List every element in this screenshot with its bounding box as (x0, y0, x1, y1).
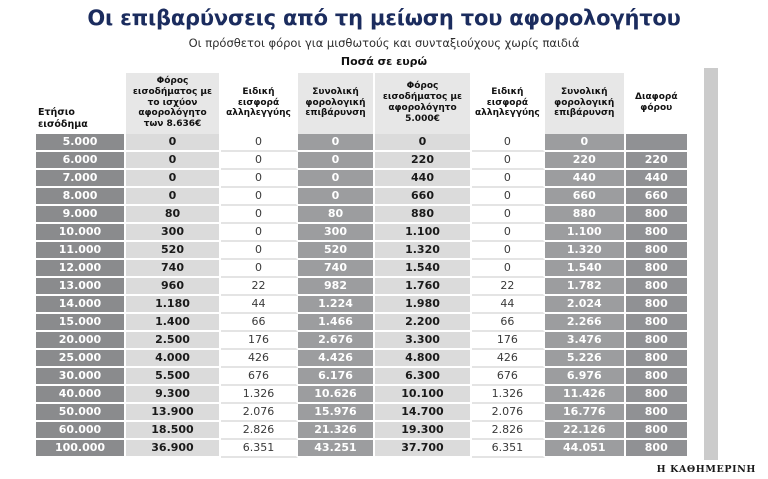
value-cell: 800 (626, 296, 689, 314)
value-cell: 0 (472, 134, 545, 152)
value-cell: 0 (221, 224, 298, 242)
value-cell: 4.800 (375, 350, 472, 368)
income-cell: 30.000 (36, 368, 126, 386)
table-row (36, 278, 689, 296)
value-cell: 660 (375, 188, 472, 206)
value-cell: 0 (472, 170, 545, 188)
value-cell: 6.351 (221, 440, 298, 458)
table-row (36, 350, 689, 368)
unit-note: Ποσά σε ευρώ (340, 55, 428, 68)
table-row (36, 332, 689, 350)
value-cell: 2.826 (472, 422, 545, 440)
value-cell: 80 (126, 206, 221, 224)
column-header-tax-new: Φόρος εισοδήματος με αφορολόγητο 5.000€ (375, 73, 472, 134)
income-cell: 11.000 (36, 242, 126, 260)
value-cell: 0 (221, 206, 298, 224)
table-row (36, 260, 689, 278)
value-cell: 36.900 (126, 440, 221, 458)
value-cell: 800 (626, 350, 689, 368)
value-cell: 6.976 (545, 368, 626, 386)
value-cell: 18.500 (126, 422, 221, 440)
value-cell: 0 (545, 134, 626, 152)
page-title: Οι επιβαρύνσεις από τη μείωση του αφορολογήτου (87, 6, 681, 30)
value-cell: 800 (626, 206, 689, 224)
value-cell: 0 (298, 188, 375, 206)
value-cell: 1.100 (545, 224, 626, 242)
value-cell: 6.300 (375, 368, 472, 386)
value-cell: 2.024 (545, 296, 626, 314)
value-cell: 1.100 (375, 224, 472, 242)
decorative-side-bar (704, 68, 718, 460)
value-cell: 0 (126, 134, 221, 152)
value-cell: 1.326 (472, 386, 545, 404)
income-cell: 7.000 (36, 170, 126, 188)
value-cell: 426 (472, 350, 545, 368)
value-cell: 0 (221, 134, 298, 152)
income-cell: 14.000 (36, 296, 126, 314)
value-cell: 0 (375, 134, 472, 152)
value-cell: 220 (626, 152, 689, 170)
table-row (36, 242, 689, 260)
value-cell: 43.251 (298, 440, 375, 458)
income-cell: 8.000 (36, 188, 126, 206)
value-cell: 80 (298, 206, 375, 224)
table-row (36, 422, 689, 440)
value-cell: 660 (626, 188, 689, 206)
value-cell: 21.326 (298, 422, 375, 440)
table-row (36, 152, 689, 170)
value-cell: 14.700 (375, 404, 472, 422)
value-cell: 176 (472, 332, 545, 350)
value-cell: 2.266 (545, 314, 626, 332)
value-cell: 1.326 (221, 386, 298, 404)
table-row (36, 206, 689, 224)
value-cell: 2.676 (298, 332, 375, 350)
value-cell: 3.300 (375, 332, 472, 350)
value-cell: 9.300 (126, 386, 221, 404)
table-row (36, 188, 689, 206)
column-header-tax-difference: Διαφορά φόρου (626, 73, 689, 134)
value-cell: 1.760 (375, 278, 472, 296)
source-logo: Η ΚΑΘΗΜΕΡΙΝΗ (656, 464, 756, 475)
income-cell: 15.000 (36, 314, 126, 332)
value-cell: 6.176 (298, 368, 375, 386)
value-cell: 1.540 (375, 260, 472, 278)
value-cell: 960 (126, 278, 221, 296)
value-cell: 440 (626, 170, 689, 188)
value-cell: 2.076 (472, 404, 545, 422)
value-cell: 1.980 (375, 296, 472, 314)
value-cell: 880 (375, 206, 472, 224)
value-cell: 10.100 (375, 386, 472, 404)
column-header-solidarity-2: Ειδική εισφορά αλληλεγγύης (472, 73, 545, 134)
value-cell: 3.476 (545, 332, 626, 350)
value-cell: 2.076 (221, 404, 298, 422)
value-cell: 176 (221, 332, 298, 350)
page-subtitle: Οι πρόσθετοι φόροι για μισθωτούς και συνταξιούχους χωρίς παιδιά (188, 36, 580, 50)
income-cell: 5.000 (36, 134, 126, 152)
value-cell: 676 (221, 368, 298, 386)
value-cell: 520 (126, 242, 221, 260)
value-cell: 0 (298, 134, 375, 152)
table-header (36, 73, 689, 134)
value-cell: 660 (545, 188, 626, 206)
value-cell: 0 (221, 188, 298, 206)
value-cell: 22 (472, 278, 545, 296)
income-cell: 25.000 (36, 350, 126, 368)
column-header-income: Ετήσιο εισόδημα (36, 73, 126, 134)
value-cell: 0 (472, 188, 545, 206)
value-cell: 44 (472, 296, 545, 314)
income-cell: 13.000 (36, 278, 126, 296)
value-cell: 676 (472, 368, 545, 386)
table-row (36, 134, 689, 152)
value-cell: 66 (472, 314, 545, 332)
value-cell: 6.351 (472, 440, 545, 458)
header-row (36, 73, 689, 134)
value-cell: 0 (221, 260, 298, 278)
tax-table (36, 73, 689, 458)
column-header-solidarity-1: Ειδική εισφορά αλληλεγγύης (221, 73, 298, 134)
table-row (36, 404, 689, 422)
column-header-total-current: Συνολική φορολογική επιβάρυνση (298, 73, 375, 134)
table-row (36, 386, 689, 404)
value-cell: 800 (626, 422, 689, 440)
value-cell: 37.700 (375, 440, 472, 458)
column-header-total-new: Συνολική φορολογική επιβάρυνση (545, 73, 626, 134)
value-cell: 0 (126, 188, 221, 206)
table-row (36, 368, 689, 386)
value-cell: 1.320 (545, 242, 626, 260)
income-cell: 20.000 (36, 332, 126, 350)
value-cell: 220 (375, 152, 472, 170)
table-body (36, 134, 689, 458)
value-cell: 15.976 (298, 404, 375, 422)
value-cell: 1.466 (298, 314, 375, 332)
value-cell: 0 (221, 170, 298, 188)
value-cell: 220 (545, 152, 626, 170)
table-row (36, 314, 689, 332)
income-cell: 40.000 (36, 386, 126, 404)
table-row (36, 440, 689, 458)
value-cell: 1.180 (126, 296, 221, 314)
value-cell: 800 (626, 368, 689, 386)
value-cell: 800 (626, 404, 689, 422)
value-cell: 0 (298, 152, 375, 170)
value-cell: 22 (221, 278, 298, 296)
table-row (36, 224, 689, 242)
income-cell: 9.000 (36, 206, 126, 224)
value-cell: 300 (298, 224, 375, 242)
value-cell: 740 (126, 260, 221, 278)
value-cell: 880 (545, 206, 626, 224)
value-cell: 1.540 (545, 260, 626, 278)
value-cell: 0 (221, 152, 298, 170)
value-cell: 0 (472, 206, 545, 224)
value-cell: 2.500 (126, 332, 221, 350)
value-cell: 13.900 (126, 404, 221, 422)
value-cell: 800 (626, 224, 689, 242)
value-cell: 800 (626, 278, 689, 296)
income-cell: 12.000 (36, 260, 126, 278)
value-cell: 2.200 (375, 314, 472, 332)
value-cell: 11.426 (545, 386, 626, 404)
value-cell: 800 (626, 314, 689, 332)
value-cell: 22.126 (545, 422, 626, 440)
value-cell: 0 (472, 224, 545, 242)
value-cell: 0 (126, 170, 221, 188)
value-cell: 0 (126, 152, 221, 170)
value-cell: 1.224 (298, 296, 375, 314)
value-cell: 44.051 (545, 440, 626, 458)
income-cell: 60.000 (36, 422, 126, 440)
value-cell: 440 (545, 170, 626, 188)
value-cell: 740 (298, 260, 375, 278)
value-cell: 19.300 (375, 422, 472, 440)
income-cell: 50.000 (36, 404, 126, 422)
value-cell: 1.320 (375, 242, 472, 260)
value-cell: 0 (221, 242, 298, 260)
value-cell: 300 (126, 224, 221, 242)
value-cell: 5.500 (126, 368, 221, 386)
value-cell: 0 (472, 242, 545, 260)
value-cell: 1.782 (545, 278, 626, 296)
value-cell: 16.776 (545, 404, 626, 422)
value-cell: 800 (626, 440, 689, 458)
value-cell: 4.000 (126, 350, 221, 368)
value-cell: 5.226 (545, 350, 626, 368)
value-cell: 10.626 (298, 386, 375, 404)
income-cell: 6.000 (36, 152, 126, 170)
value-cell: 440 (375, 170, 472, 188)
value-cell (626, 134, 689, 152)
value-cell: 66 (221, 314, 298, 332)
value-cell: 2.826 (221, 422, 298, 440)
table-row (36, 170, 689, 188)
value-cell: 0 (472, 152, 545, 170)
value-cell: 1.400 (126, 314, 221, 332)
value-cell: 0 (472, 260, 545, 278)
value-cell: 426 (221, 350, 298, 368)
value-cell: 800 (626, 386, 689, 404)
value-cell: 0 (298, 170, 375, 188)
column-header-tax-current: Φόρος εισοδήματος με το ισχύον αφορολόγητο των 8.636€ (126, 73, 221, 134)
income-cell: 10.000 (36, 224, 126, 242)
table-row (36, 296, 689, 314)
value-cell: 800 (626, 260, 689, 278)
value-cell: 44 (221, 296, 298, 314)
value-cell: 982 (298, 278, 375, 296)
value-cell: 800 (626, 242, 689, 260)
value-cell: 4.426 (298, 350, 375, 368)
value-cell: 520 (298, 242, 375, 260)
income-cell: 100.000 (36, 440, 126, 458)
value-cell: 800 (626, 332, 689, 350)
